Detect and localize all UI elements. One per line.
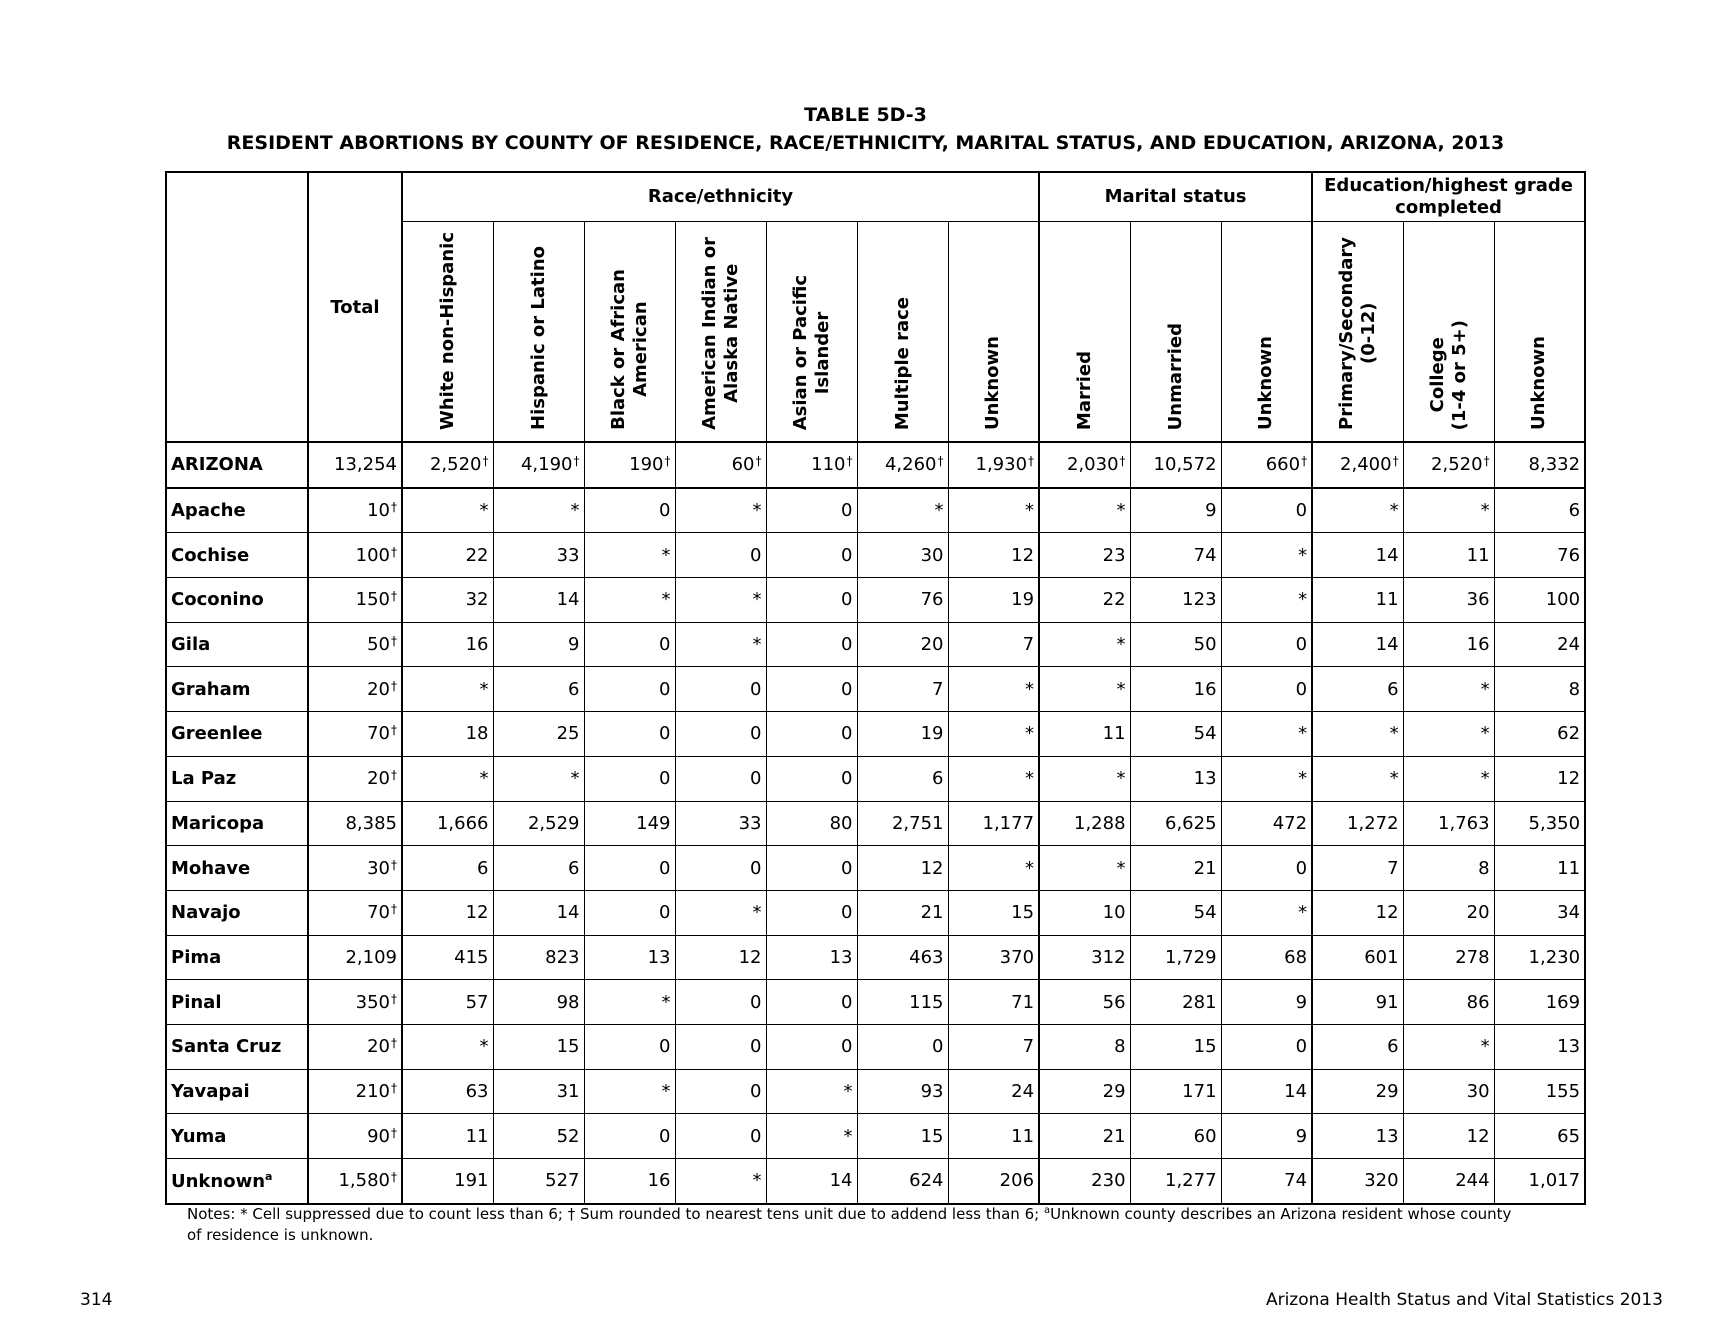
table-cell: 6 [402,846,493,891]
table-cell: 62 [1494,712,1585,757]
table-cell: * [766,1069,857,1114]
table-row [166,533,1585,578]
col-primary: Primary/Secondary (0-12) [1312,222,1403,443]
table-cell: 1,288 [1039,801,1130,846]
county-name: Maricopa [166,801,308,846]
table-cell: 0 [1221,622,1312,667]
table-cell: 2,529 [493,801,584,846]
table-cell: 18 [402,712,493,757]
table-row [166,935,1585,980]
table-cell: * [402,756,493,801]
table-cell: 8 [1403,846,1494,891]
table-cell: 0 [675,1069,766,1114]
table-cell: * [1403,756,1494,801]
county-name: Apache [166,488,308,533]
table-cell: * [948,756,1039,801]
table-cell: 370 [948,935,1039,980]
table-cell: 0 [675,846,766,891]
county-name: La Paz [166,756,308,801]
table-cell: 2,520† [402,442,493,488]
table-cell: 30† [308,846,402,891]
table-cell: 0 [766,756,857,801]
table-cell: * [948,488,1039,533]
table-cell: 171 [1130,1069,1221,1114]
table-cell: 210† [308,1069,402,1114]
table-cell: 16 [1403,622,1494,667]
table-cell: 155 [1494,1069,1585,1114]
table-cell: 11 [402,1114,493,1159]
row-label-header [166,172,308,442]
table-cell: * [402,1024,493,1069]
table-cell: 25 [493,712,584,757]
table-cell: 54 [1130,712,1221,757]
table-cell: * [675,622,766,667]
table-cell: 0 [766,846,857,891]
table-cell: 13 [1494,1024,1585,1069]
table-cell: 0 [675,533,766,578]
table-cell: 14 [1221,1069,1312,1114]
col-college: College (1-4 or 5+) [1403,222,1494,443]
table-cell: * [584,980,675,1025]
table-cell: 15 [493,1024,584,1069]
table-cell: 100† [308,533,402,578]
table-cell: 7 [948,622,1039,667]
table-cell: 823 [493,935,584,980]
col-white: White non-Hispanic [402,222,493,443]
table-cell: 0 [584,488,675,533]
table-cell: * [402,488,493,533]
table-cell: 60† [675,442,766,488]
table-cell: 11 [948,1114,1039,1159]
table-cell: 2,109 [308,935,402,980]
table-cell: 0 [766,488,857,533]
table-cell: 0 [766,1024,857,1069]
table-cell: 74 [1221,1159,1312,1204]
table-cell: 2,751 [857,801,948,846]
table-cell: 15 [948,890,1039,935]
table-row [166,1024,1585,1069]
table-cell: * [1039,488,1130,533]
table-cell: 0 [675,980,766,1025]
table-cell: 30 [857,533,948,578]
table-cell: 14 [493,578,584,623]
table-cell: 12 [857,846,948,891]
table-cell: 1,729 [1130,935,1221,980]
table-row [166,712,1585,757]
table-cell: 0 [766,622,857,667]
table-cell: 0 [584,1114,675,1159]
table-cell: 33 [493,533,584,578]
table-cell: 0 [766,980,857,1025]
table-cell: 23 [1039,533,1130,578]
table-cell: 15 [1130,1024,1221,1069]
table-cell: 70† [308,890,402,935]
table-cell: 169 [1494,980,1585,1025]
table-cell: * [857,488,948,533]
table-cell: 320 [1312,1159,1403,1204]
table-cell: 12 [1403,1114,1494,1159]
table-cell: 13 [1312,1114,1403,1159]
table-cell: 8,385 [308,801,402,846]
table-cell: 463 [857,935,948,980]
col-married: Married [1039,222,1130,443]
table-cell: 0 [675,1114,766,1159]
table-cell: 12 [948,533,1039,578]
table-cell: 63 [402,1069,493,1114]
table-cell: 1,930† [948,442,1039,488]
table-cell: 10,572 [1130,442,1221,488]
table-cell: 24 [948,1069,1039,1114]
table-cell: * [948,846,1039,891]
county-name: Cochise [166,533,308,578]
table-cell: 9 [1130,488,1221,533]
table-cell: 8 [1494,667,1585,712]
table-cell: * [1403,488,1494,533]
table-cell: 8,332 [1494,442,1585,488]
county-name: Yuma [166,1114,308,1159]
table-cell: 86 [1403,980,1494,1025]
data-table [165,171,1586,1205]
county-name: Yavapai [166,1069,308,1114]
table-cell: 0 [584,712,675,757]
table-cell: 0 [1221,1024,1312,1069]
col-unmarried: Unmarried [1130,222,1221,443]
table-cell: 6 [857,756,948,801]
table-row [166,980,1585,1025]
table-cell: 33 [675,801,766,846]
table-cell: 80 [766,801,857,846]
table-cell: * [493,756,584,801]
table-cell: 20 [857,622,948,667]
table-cell: 34 [1494,890,1585,935]
table-row [166,622,1585,667]
table-row [166,667,1585,712]
race-group-header: Race/ethnicity [402,172,1039,222]
table-cell: * [584,578,675,623]
table-cell: 13,254 [308,442,402,488]
table-cell: 76 [857,578,948,623]
table-cell: 21 [1039,1114,1130,1159]
table-cell: * [675,488,766,533]
table-cell: 65 [1494,1114,1585,1159]
table-cell: * [1039,622,1130,667]
table-cell: 1,017 [1494,1159,1585,1204]
table-cell: 4,260† [857,442,948,488]
table-cell: 0 [584,1024,675,1069]
table-cell: 0 [766,533,857,578]
table-cell: 50† [308,622,402,667]
table-cell: 0 [675,1024,766,1069]
table-cell: 8 [1039,1024,1130,1069]
table-cell: 660† [1221,442,1312,488]
table-cell: * [675,1159,766,1204]
table-cell: 16 [402,622,493,667]
table-cell: 527 [493,1159,584,1204]
table-cell: 52 [493,1114,584,1159]
table-cell: * [675,890,766,935]
table-cell: 14 [1312,533,1403,578]
table-row [166,890,1585,935]
table-cell: 278 [1403,935,1494,980]
table-cell: 12 [1494,756,1585,801]
table-cell: 32 [402,578,493,623]
table-cell: 0 [766,890,857,935]
table-cell: * [1221,756,1312,801]
table-cell: 24 [1494,622,1585,667]
county-name: Mohave [166,846,308,891]
table-cell: 50 [1130,622,1221,667]
table-row [166,578,1585,623]
col-black: Black or African American [584,222,675,443]
table-cell: 281 [1130,980,1221,1025]
table-cell: 110† [766,442,857,488]
table-cell: 68 [1221,935,1312,980]
table-cell: 0 [766,578,857,623]
table-cell: 624 [857,1159,948,1204]
table-cell: * [1403,1024,1494,1069]
county-name: Pima [166,935,308,980]
table-cell: 12 [1312,890,1403,935]
state-total-row [166,442,1585,488]
county-name: Coconino [166,578,308,623]
table-cell: 91 [1312,980,1403,1025]
table-cell: 1,272 [1312,801,1403,846]
table-cell: 7 [1312,846,1403,891]
table-cell: 36 [1403,578,1494,623]
table-cell: 21 [1130,846,1221,891]
table-cell: 191 [402,1159,493,1204]
table-row [166,801,1585,846]
table-cell: 2,400† [1312,442,1403,488]
table-cell: 14 [1312,622,1403,667]
table-cell: 0 [584,890,675,935]
table-cell: * [1039,846,1130,891]
table-cell: 15 [857,1114,948,1159]
table-cell: 9 [1221,1114,1312,1159]
table-row [166,1114,1585,1159]
total-header: Total [308,172,402,442]
marital-group-header: Marital status [1039,172,1312,222]
col-aian: American Indian or Alaska Native [675,222,766,443]
table-cell: 29 [1039,1069,1130,1114]
table-cell: 0 [584,846,675,891]
table-cell: 19 [948,578,1039,623]
table-cell: 0 [766,712,857,757]
table-cell: * [675,578,766,623]
table-cell: 0 [584,756,675,801]
county-name: Santa Cruz [166,1024,308,1069]
table-cell: 30 [1403,1069,1494,1114]
table-cell: 115 [857,980,948,1025]
table-cell: * [948,667,1039,712]
table-cell: 312 [1039,935,1130,980]
table-cell: * [493,488,584,533]
table-cell: 74 [1130,533,1221,578]
table-cell: 20 [1403,890,1494,935]
table-notes: Notes: * Cell suppressed due to count less than 6; † Sum rounded to nearest tens unit due to addend less than 6; $^a$Unknown county describes an Arizona resident whose county of residence is unknown. [187,1205,1512,1244]
table-cell: 71 [948,980,1039,1025]
table-cell: 1,177 [948,801,1039,846]
table-cell: 9 [493,622,584,667]
table-cell: 0 [675,667,766,712]
table-cell: 190† [584,442,675,488]
table-cell: 4,190† [493,442,584,488]
table-cell: 1,277 [1130,1159,1221,1204]
table-cell: 16 [584,1159,675,1204]
table-cell: 19 [857,712,948,757]
col-marital-unknown: Unknown [1221,222,1312,443]
table-cell: 0 [857,1024,948,1069]
table-cell: 6 [493,846,584,891]
table-cell: 12 [402,890,493,935]
table-cell: 76 [1494,533,1585,578]
county-name: Pinal [166,980,308,1025]
table-cell: * [1312,488,1403,533]
table-cell: 31 [493,1069,584,1114]
table-cell: 230 [1039,1159,1130,1204]
table-cell: 22 [402,533,493,578]
table-cell: 7 [948,1024,1039,1069]
table-cell: 2,520† [1403,442,1494,488]
table-title: RESIDENT ABORTIONS BY COUNTY OF RESIDENCE, RACE/ETHNICITY, MARITAL STATUS, AND EDUCATION, ARIZONA, 2013 [226,132,1505,154]
table-cell: * [1221,890,1312,935]
table-cell: 1,580† [308,1159,402,1204]
table-cell: * [1312,756,1403,801]
table-cell: 29 [1312,1069,1403,1114]
table-cell: 10 [1039,890,1130,935]
table-cell: 21 [857,890,948,935]
table-cell: 1,763 [1403,801,1494,846]
table-cell: 244 [1403,1159,1494,1204]
table-cell: 11 [1312,578,1403,623]
table-cell: 93 [857,1069,948,1114]
table-cell: * [1312,712,1403,757]
table-cell: 415 [402,935,493,980]
table-cell: 6,625 [1130,801,1221,846]
table-cell: 6 [1312,667,1403,712]
table-cell: 0 [1221,846,1312,891]
table-cell: * [402,667,493,712]
table-row [166,488,1585,533]
table-cell: 12 [675,935,766,980]
county-name: Unknown$^a$ [166,1159,308,1204]
county-name: Navajo [166,890,308,935]
table-cell: 20† [308,667,402,712]
table-cell: 1,666 [402,801,493,846]
table-cell: * [1039,756,1130,801]
table-cell: 57 [402,980,493,1025]
table-cell: 22 [1039,578,1130,623]
table-cell: * [1221,578,1312,623]
table-cell: 0 [1221,667,1312,712]
table-cell: 0 [584,622,675,667]
table-cell: 98 [493,980,584,1025]
table-cell: 0 [675,712,766,757]
education-group-header: Education/highest grade completed [1312,172,1585,222]
table-cell: * [948,712,1039,757]
table-cell: * [1039,667,1130,712]
table-cell: 11 [1494,846,1585,891]
table-cell: * [584,1069,675,1114]
county-name: Gila [166,622,308,667]
county-name: ARIZONA [166,442,308,488]
table-cell: 5,350 [1494,801,1585,846]
table-cell: 149 [584,801,675,846]
col-education-unknown: Unknown [1494,222,1585,443]
table-cell: 13 [584,935,675,980]
table-cell: 350† [308,980,402,1025]
col-multiple: Multiple race [857,222,948,443]
table-cell: 14 [493,890,584,935]
table-cell: 0 [584,667,675,712]
table-row [166,1069,1585,1114]
table-row [166,756,1585,801]
table-cell: * [1221,712,1312,757]
table-cell: * [1221,533,1312,578]
table-cell: 13 [766,935,857,980]
table-cell: 6 [493,667,584,712]
table-cell: 206 [948,1159,1039,1204]
table-cell: 0 [1221,488,1312,533]
col-asian: Asian or Pacific Islander [766,222,857,443]
table-cell: 14 [766,1159,857,1204]
table-cell: 13 [1130,756,1221,801]
table-cell: 6 [1312,1024,1403,1069]
table-cell: 7 [857,667,948,712]
table-cell: 100 [1494,578,1585,623]
county-name: Graham [166,667,308,712]
col-race-unknown: Unknown [948,222,1039,443]
table-cell: * [1403,712,1494,757]
table-cell: 123 [1130,578,1221,623]
table-cell: * [584,533,675,578]
table-cell: 0 [675,756,766,801]
table-cell: 472 [1221,801,1312,846]
table-cell: 70† [308,712,402,757]
page-number: 314 [80,1290,113,1310]
table-cell: 60 [1130,1114,1221,1159]
table-row [166,1159,1585,1204]
table-cell: 16 [1130,667,1221,712]
table-cell: 54 [1130,890,1221,935]
table-number: TABLE 5D-3 [804,104,927,126]
table-cell: 56 [1039,980,1130,1025]
table-cell: 11 [1403,533,1494,578]
table-cell: 20† [308,1024,402,1069]
col-hispanic: Hispanic or Latino [493,222,584,443]
table-cell: 20† [308,756,402,801]
table-cell: 10† [308,488,402,533]
table-cell: 2,030† [1039,442,1130,488]
table-cell: 6 [1494,488,1585,533]
table-cell: 1,230 [1494,935,1585,980]
table-cell: * [766,1114,857,1159]
county-name: Greenlee [166,712,308,757]
table-cell: 11 [1039,712,1130,757]
page-footer: Arizona Health Status and Vital Statistics 2013 [1265,1290,1663,1310]
table-cell: * [1403,667,1494,712]
table-cell: 150† [308,578,402,623]
table-cell: 601 [1312,935,1403,980]
table-row [166,846,1585,891]
table-cell: 90† [308,1114,402,1159]
table-cell: 0 [766,667,857,712]
table-cell: 9 [1221,980,1312,1025]
